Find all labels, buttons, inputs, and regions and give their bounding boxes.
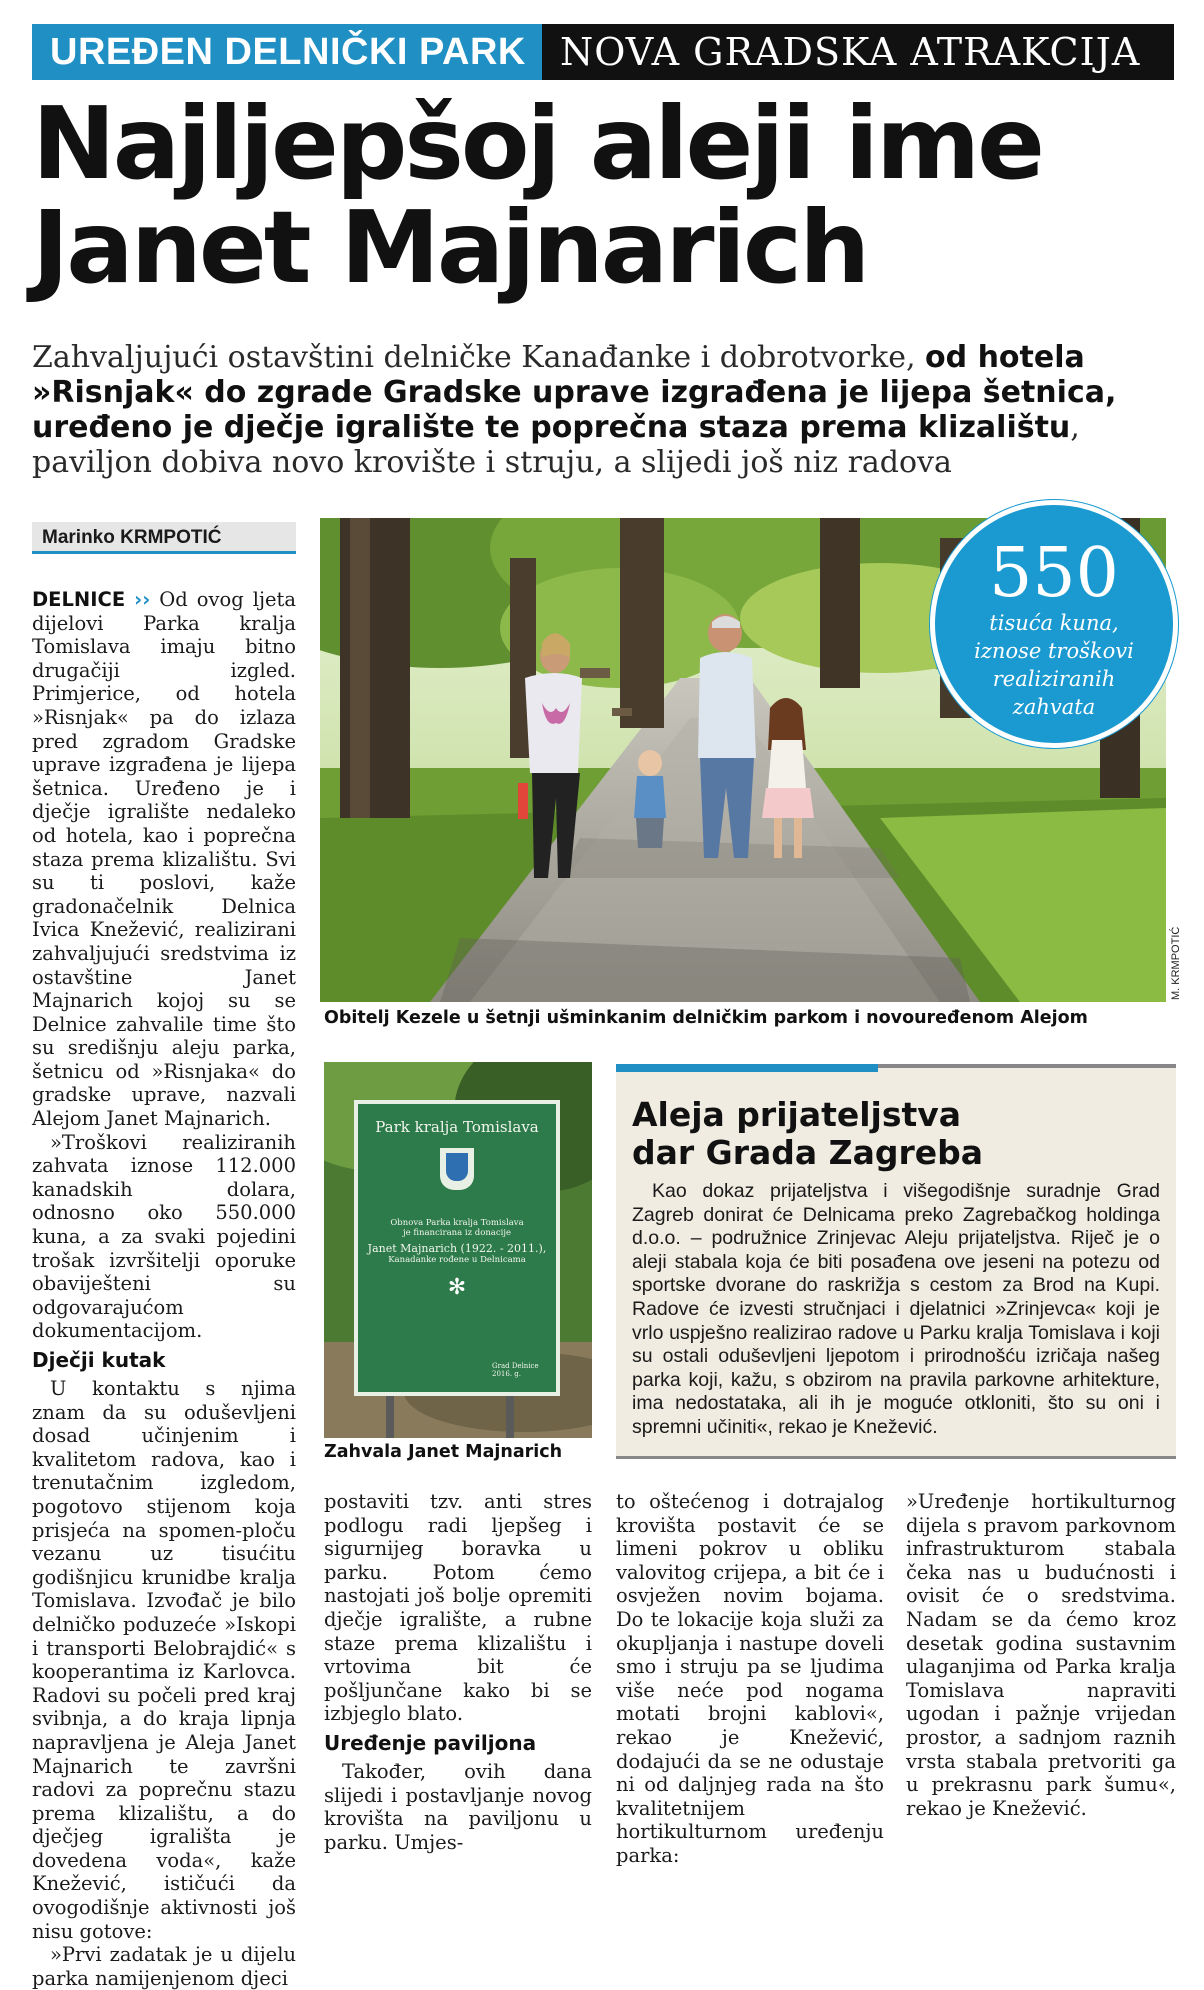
column-1-paragraph-1-text: Od ovog ljeta dijelovi Parka kralja Tomislava imaju bitno drugačiji izgled. Primjerice, od hotela »Risnjak« pa do izlaza pred zgradom Gradske uprave izgrađena je lijepa šetnica. Uređeno je i dječje igralište nedaleko od hotela, kao i poprečna staza prema klizalištu. Svi su ti poslovi, kaže gradonačelnik Delnica Ivica Knežević, realizirani zahvaljujući sredstvima iz ostavštine Janet Majnarich kojoj su se Delnice zahvalile time što su središnju aleju parka, šetnicu od »Risnjaka« do gradske uprave, nazvali Alejom Janet Majnarich.	[32, 588, 296, 1131]
main-photo-caption: Obitelj Kezele u šetnji ušminkanim delničkim parkom i novouređenom Alejom	[324, 1008, 1088, 1028]
stat-badge-text: tisuća kuna, iznose troškovi realiziranih zahvata	[974, 611, 1134, 719]
article-column-3	[616, 1490, 884, 1868]
column-3-paragraph-1: to oštećenog i dotrajalog krovišta postavit će se limeni pokrov u obliku valovitog crijepa, a bit će i osvježen novim bojama. Do te lokacije koja služi za okupljanja i nastupe doveli smo i struju pa se ljudima više neće pod nogama motati brojni kablovi«, rekao je Knežević, dodajući da se ne odustaje ni od daljnjeg rada na što kvalitetnijem hortikulturnom uređenju parka:	[616, 1490, 884, 1867]
sidebar-title-line-1: Aleja prijateljstva	[632, 1095, 962, 1134]
sign-text-line-1: Obnova Parka kralja Tomislava	[390, 1218, 524, 1228]
headline-line-2: Janet Majnarich	[32, 189, 868, 306]
sign-text-line-2: je financirana iz donacije	[402, 1228, 512, 1238]
byline: Marinko KRMPOTIĆ	[32, 522, 296, 554]
headline	[32, 85, 1182, 306]
dateline-arrow-icon: ››	[134, 588, 151, 611]
sidebar-title-line-2: dar Grada Zagreba	[632, 1133, 984, 1172]
sign-title: Park kralja Tomislava	[375, 1118, 539, 1136]
city-crest-icon	[440, 1148, 474, 1190]
sign-date: Grad Delnice 2016. g.	[492, 1362, 539, 1378]
stat-badge	[930, 500, 1178, 748]
stat-badge-number: 550	[989, 534, 1119, 613]
sidebar-accent-bar	[616, 1064, 878, 1072]
photo-credit: M. KRMPOTIĆ	[1170, 926, 1182, 1000]
dateline: DELNICE	[32, 588, 126, 611]
memorial-sign	[354, 1100, 560, 1396]
deck	[32, 340, 1182, 480]
deck-bold: od hotela »Risnjak« do zgrade Gradske uprave izgrađena je lijepa šetnica, uređeno je dječje igralište te poprečna staza prema klizalištu	[32, 340, 1117, 445]
sidebar-title	[632, 1096, 1152, 1172]
article-column-1	[32, 588, 296, 1990]
sign-name: Janet Majnarich (1922. - 2011.),	[367, 1242, 547, 1255]
article-column-4	[906, 1490, 1176, 1820]
subhead-djecji-kutak: Dječji kutak	[32, 1348, 166, 1372]
column-1-paragraph-1	[32, 588, 296, 1131]
subhead-uredenje-paviljona: Uređenje paviljona	[324, 1730, 537, 1755]
sidebar-bottom-rule	[616, 1456, 1176, 1459]
column-1-paragraph-3: U kontaktu s njima znam da su oduševljeni dosad učinjenim i kvalitetom radova, kao i trenutačnim izgledom, pogotovo stijenom koja prisjeća na spomen-ploču vezanu uz tisućitu godišnjicu krunidbe kralja Tomislava. Izvođač je bilo delničko poduzeće »Iskopi i transporti Belobrajdić« s kooperantima iz Karlovca. Radovi su počeli pred kraj svibnja, a do kraja lipnja napravljena je Aleja Janet Majnarich te završni radovi za poprečnu stazu prema klizalištu, a do dječjeg igrališta je dovedena voda«, kaže Knežević, ističući da ovogodišnje aktivnosti još nisu gotove:	[32, 1377, 296, 1943]
column-2-paragraph-1: postaviti tzv. anti stres podlogu radi ljepšeg i sigurnijeg boravka u parku. Potom ćemo nastojati još bolje opremiti dječje igralište, a rubne staze prema klizalištu i vrtovima bit će pošljunčane kako bi se izbjeglo blato.	[324, 1490, 592, 1726]
column-1-paragraph-2: »Troškovi realiziranih zahvata iznose 112.000 kanadskih dolara, odnosno oko 550.000 kuna, a za svaki pojedini trošak izvršitelji oporuke obaviješteni su odgovarajućom dokumentacijom.	[32, 1130, 296, 1343]
deck-part-1: Zahvaljujući ostavštini delničke Kanađanke i dobrotvorke,	[32, 340, 926, 375]
column-4-paragraph-1: »Uređenje hortikulturnog dijela s pravom parkovnom infrastrukturom stabala čeka nas u budućnosti i ovisit će o sredstvima. Nadam se da ćemo kroz desetak godina sustavnim ulaganjima od Parka kralja Tomislava napraviti ugodan i pažnje vrijedan prostor, a sadnjom raznih vrsta stabala pretvoriti ga u prekrasnu park šumu«, rekao je Knežević.	[906, 1490, 1176, 1820]
kicker-section-label: UREĐEN DELNIČKI PARK	[32, 24, 542, 80]
sign-photo	[324, 1062, 592, 1438]
headline-line-1: Najljepšoj aleji ime	[32, 85, 1042, 202]
deck-part-2: , paviljon dobiva novo krovište i struju, a slijedi još niz radova	[32, 410, 1080, 480]
column-2-paragraph-2: Također, ovih dana slijedi i postavljanje novog krovišta na paviljonu u parku. Umjes-	[324, 1759, 592, 1854]
sign-photo-caption: Zahvala Janet Majnarich	[324, 1442, 563, 1462]
edelweiss-icon: ✻	[447, 1275, 467, 1300]
sidebar-body	[632, 1180, 1160, 1440]
kicker-topic-label: NOVA GRADSKA ATRAKCIJA	[542, 24, 1174, 80]
sidebar-paragraph: Kao dokaz prijateljstva i višegodišnje suradnje Grad Zagreb donirat će Delnicama preko Zagrebačkog holdinga d.o.o. – podružnice Zrinjevac Aleju prijateljstva. Riječ je o aleji stabala koja će biti posađena ove jeseni na potezu od sportske dvorane do raskrižja s cestom za Brod na Kupi. Radove će izvesti stručnjaci i djelatnici »Zrinjevca« koji je vrlo uspješno realizirao radove u Parku kralja Tomislava i koji su ostali oduševljeni ljepotom i prirodnošću izričaja našeg parka koji, kažu, s obzirom na pravila parkovne arhitekture, ima nedostataka, ali ih je moguće otkloniti, što su oni i spremni učiniti«, rekao je Knežević.	[632, 1180, 1160, 1438]
sign-text-line-3: Kanadanke rođene u Delnicama	[388, 1255, 526, 1265]
column-1-paragraph-4: »Prvi zadatak je u dijelu parka namijenjenom djeci	[32, 1943, 296, 1990]
